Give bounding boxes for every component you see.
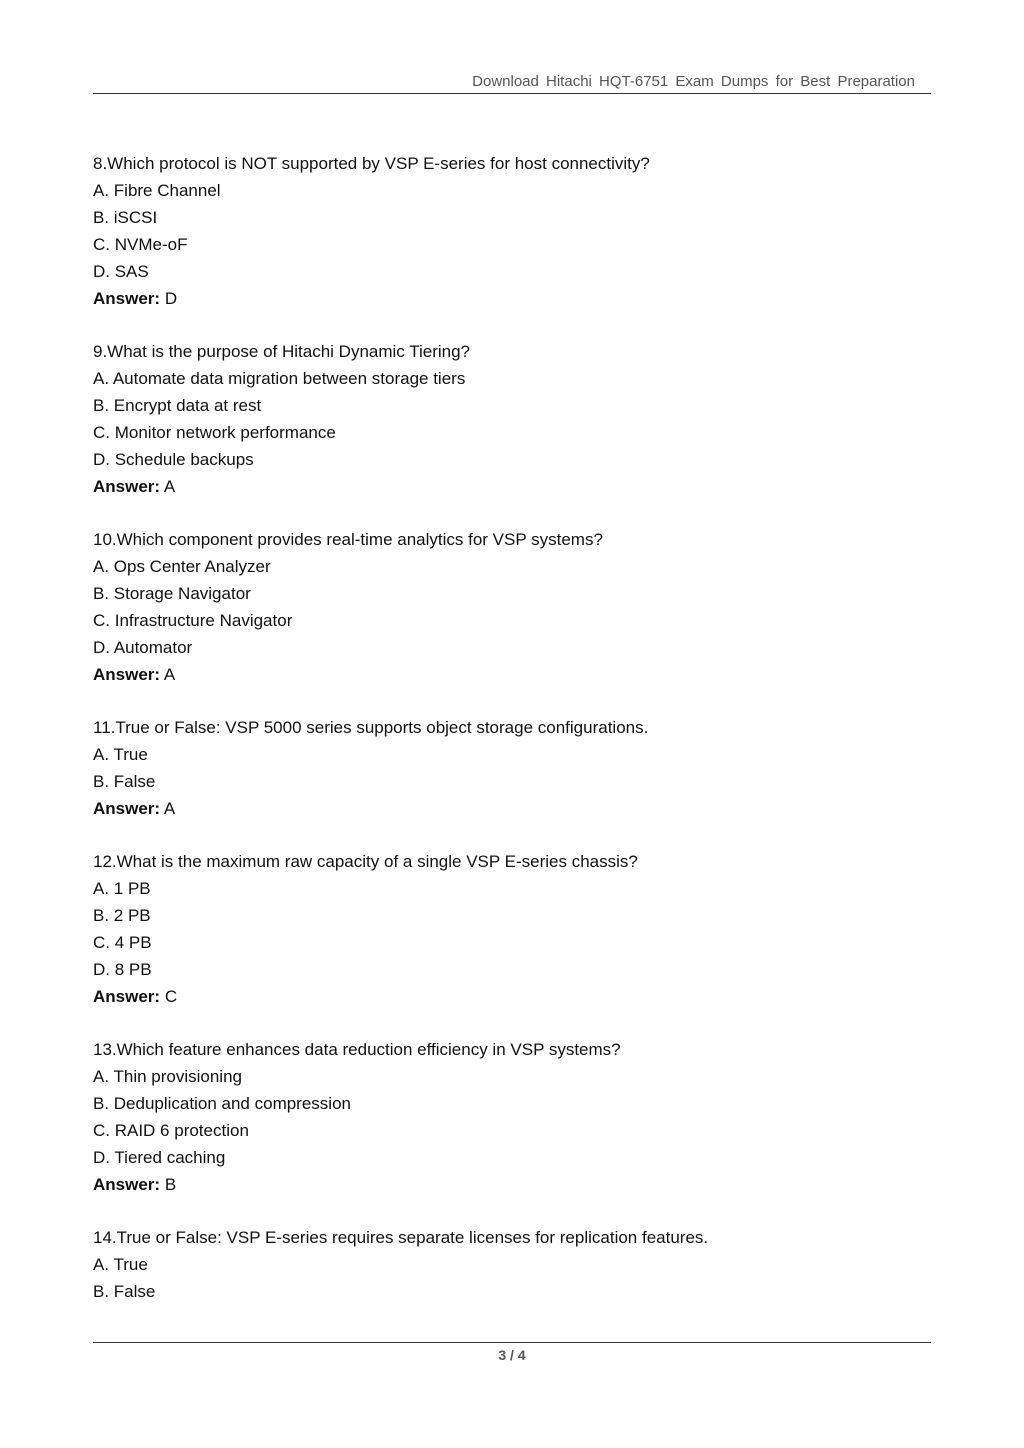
question-text: 8.Which protocol is NOT supported by VSP E-series for host connectivity? (93, 154, 650, 173)
option: B. Deduplication and compression (93, 1094, 351, 1113)
answer-label: Answer: (93, 987, 161, 1006)
option: A. Ops Center Analyzer (93, 557, 271, 576)
question-list (93, 150, 931, 1331)
question-block (93, 848, 931, 1010)
answer-value: A (163, 477, 176, 496)
option: B. False (93, 1282, 156, 1301)
option: B. False (93, 772, 156, 791)
question-block (93, 150, 931, 312)
question-text: 9.What is the purpose of Hitachi Dynamic Tiering? (93, 342, 471, 361)
option: A. Thin provisioning (93, 1067, 242, 1086)
option: D. Automator (93, 638, 193, 657)
answer-value: D (164, 289, 178, 308)
question-block (93, 1224, 931, 1305)
page-header: Download Hitachi HQT-6751 Exam Dumps for Best Preparation (472, 73, 915, 90)
question-block (93, 714, 931, 822)
answer-value: A (163, 799, 176, 818)
question-block (93, 1036, 931, 1198)
answer-label: Answer: (93, 799, 161, 818)
question-text: 10.Which component provides real-time analytics for VSP systems? (93, 530, 603, 549)
option: A. 1 PB (93, 879, 151, 898)
answer-value: B (164, 1175, 177, 1194)
answer-line (93, 1171, 931, 1198)
question-text: 12.What is the maximum raw capacity of a single VSP E-series chassis? (93, 852, 638, 871)
option: C. NVMe-oF (93, 235, 188, 254)
option: C. Monitor network performance (93, 423, 336, 442)
option: A. Automate data migration between storage tiers (93, 369, 466, 388)
answer-label: Answer: (93, 1175, 161, 1194)
answer-label: Answer: (93, 477, 161, 496)
option: A. Fibre Channel (93, 181, 221, 200)
answer-value: C (164, 987, 178, 1006)
question-text: 13.Which feature enhances data reduction efficiency in VSP systems? (93, 1040, 621, 1059)
option: D. 8 PB (93, 960, 152, 979)
question-block (93, 338, 931, 500)
option: A. True (93, 745, 148, 764)
option: B. Encrypt data at rest (93, 396, 262, 415)
page-number: 3 / 4 (498, 1347, 526, 1363)
option: D. SAS (93, 262, 149, 281)
answer-line (93, 473, 931, 500)
option: C. 4 PB (93, 933, 152, 952)
answer-value: A (163, 665, 176, 684)
option: B. iSCSI (93, 208, 158, 227)
option: D. Schedule backups (93, 450, 254, 469)
answer-label: Answer: (93, 665, 161, 684)
question-text: 11.True or False: VSP 5000 series supports object storage configurations. (93, 718, 649, 737)
option: A. True (93, 1255, 148, 1274)
question-text: 14.True or False: VSP E-series requires separate licenses for replication features. (93, 1228, 709, 1247)
answer-line (93, 285, 931, 312)
option: B. Storage Navigator (93, 584, 251, 603)
option: C. RAID 6 protection (93, 1121, 249, 1140)
footer-divider (93, 1342, 931, 1343)
answer-line (93, 661, 931, 688)
option: C. Infrastructure Navigator (93, 611, 293, 630)
header-divider (93, 93, 931, 94)
answer-line (93, 983, 931, 1010)
answer-line (93, 795, 931, 822)
option: D. Tiered caching (93, 1148, 226, 1167)
option: B. 2 PB (93, 906, 151, 925)
answer-label: Answer: (93, 289, 161, 308)
question-block (93, 526, 931, 688)
